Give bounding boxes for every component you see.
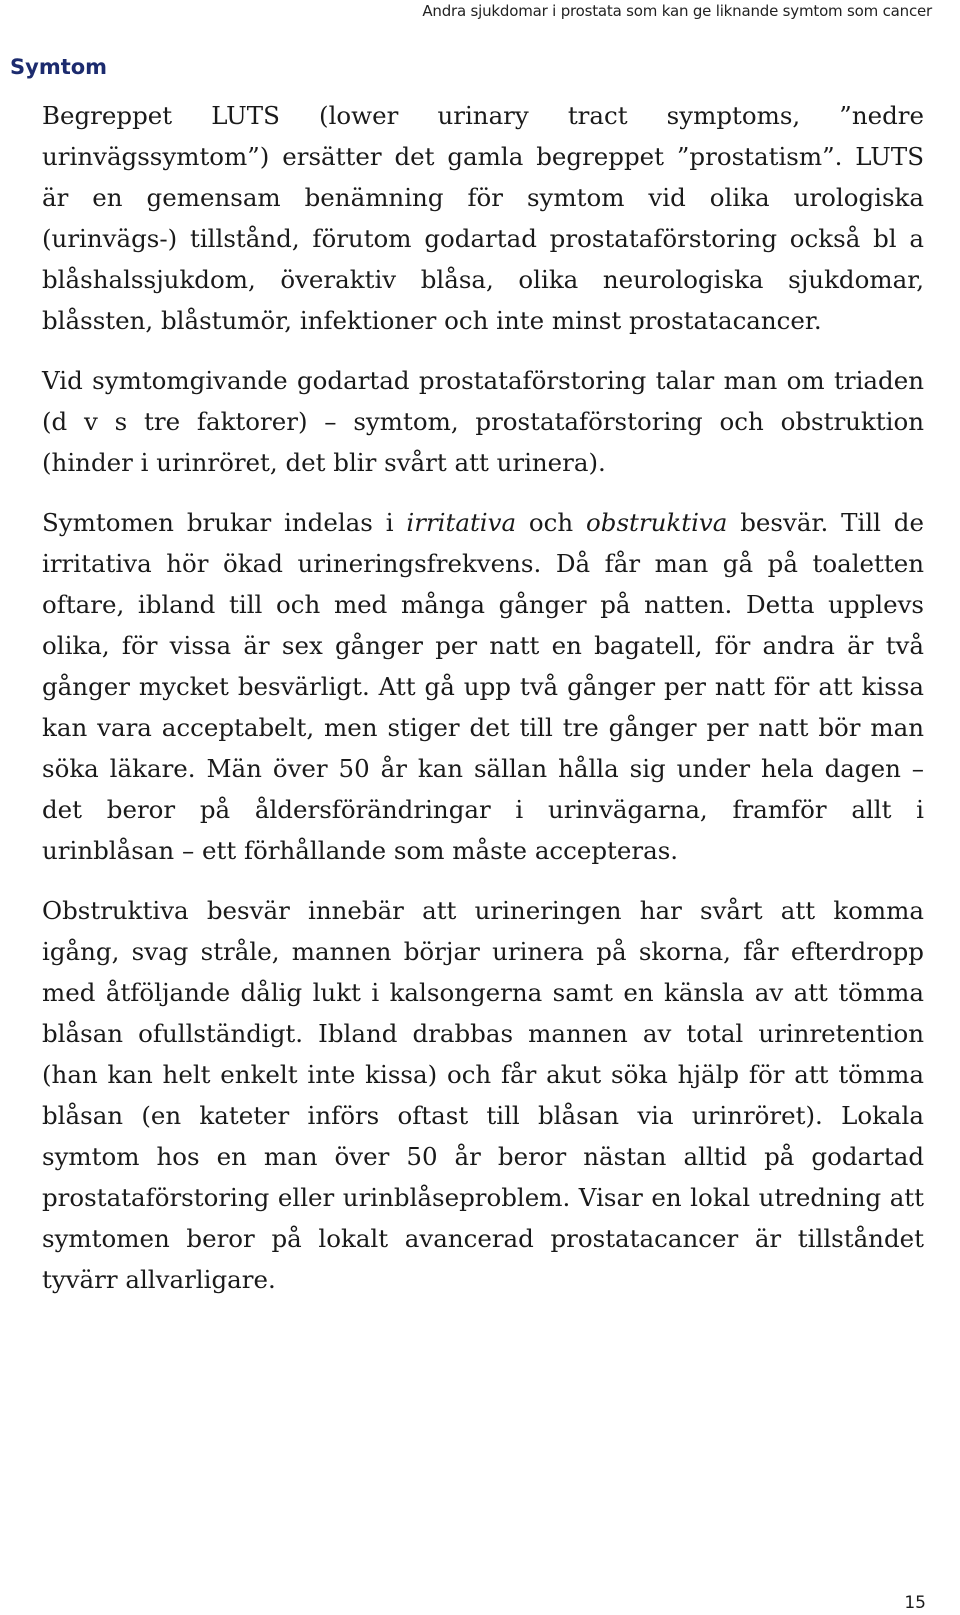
paragraph-luts-definition: Begreppet LUTS (lower urinary tract symptoms, ”nedre urinvägssymtom”) ersätter det gamla begreppet ”prostatism”. LUTS är en gemensam benämning för symtom vid olika urologiska (urinvägs-) tillstånd, förutom godartad prostataförstoring också bl a blåshalssjukdom, överaktiv blåsa, olika neurologiska sjukdomar, blåssten, blåstumör, infektioner och inte minst prostatacancer. [42, 101, 924, 335]
paragraph-obstructive-symptoms: Obstruktiva besvär innebär att urineringen har svårt att komma igång, svag stråle, mannen börjar urinera på skorna, får efterdropp med åtföljande dålig lukt i kalsongerna samt en känsla av att tömma blåsan ofullständigt. Ibland drabbas mannen av total urinretention (han kan helt enkelt inte kissa) och får akut söka hjälp för att tömma blåsan (en kateter införs oftast till blåsan via urinröret). Lokala symtom hos en man över 50 år beror nästan alltid på godartad prostataförstoring eller urinblåseproblem. Visar en lokal utredning att symtomen beror på lokalt avancerad prostatacancer är tillståndet tyvärr allvarligare. [42, 896, 924, 1294]
paragraph-text-segment: och [516, 508, 587, 537]
running-header: Andra sjukdomar i prostata som kan ge liknande symtom som cancer [422, 2, 932, 20]
term-irritativa: irritativa [406, 508, 517, 537]
paragraph-text-segment: Symtomen brukar indelas i [42, 508, 407, 537]
paragraph-irritative-symptoms [42, 502, 924, 871]
page-number: 15 [904, 1593, 926, 1613]
paragraph-text-segment: besvär. Till de irritativa hör ökad urineringsfrekvens. Då får man gå på toaletten oftare, ibland till och med många gånger på natten. Detta upplevs olika, för vissa är sex gånger per natt en bagatell, för andra är två gånger mycket besvärligt. Att gå upp två gånger per natt för att kissa kan vara acceptabelt, men stiger det till tre gånger per natt bör man söka läkare. Män över 50 år kan sällan hålla sig under hela dagen – det beror på åldersförändringar i urinvägarna, framför allt i urinblåsan – ett förhållande som måste accepteras. [42, 508, 924, 865]
term-obstruktiva: obstruktiva [586, 508, 728, 537]
body-text [42, 95, 924, 1300]
section-heading: Symtom [10, 55, 108, 79]
paragraph-triad: Vid symtomgivande godartad prostataförstoring talar man om triaden (d v s tre faktorer) – symtom, prostataförstoring och obstruktion (hinder i urinröret, det blir svårt att urinera). [42, 366, 924, 477]
